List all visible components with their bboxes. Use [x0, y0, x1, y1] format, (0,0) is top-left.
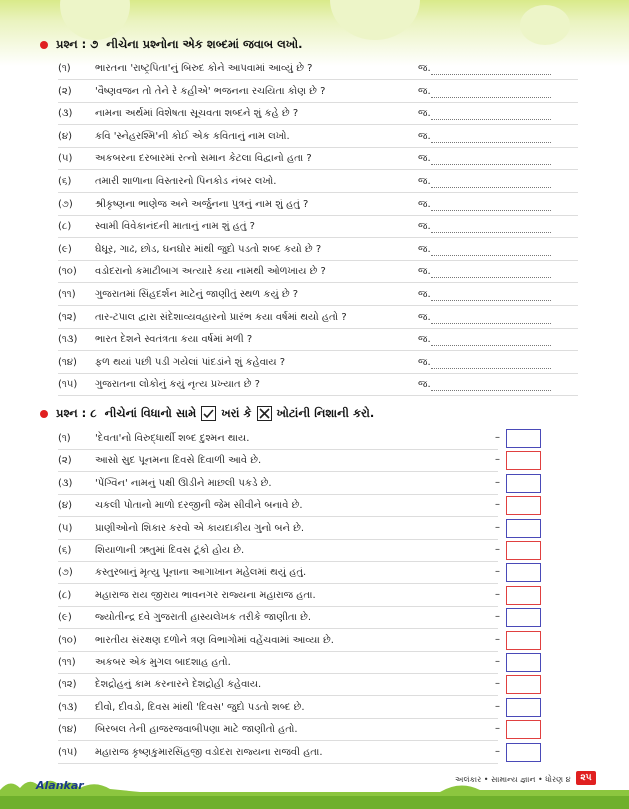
answer-box[interactable] — [506, 743, 541, 762]
statement-number: (૧૨) — [58, 679, 77, 691]
section8-heading — [40, 406, 374, 421]
dash: – — [495, 588, 500, 600]
section8-title: નીચેનાં વિધાનો સામે — [104, 406, 197, 420]
statement-row — [58, 697, 548, 719]
statement-text: કસ્તુરબાનું મૃત્યુ પૂનાના આગાખાન મહેલમાં થયું હતું. — [95, 567, 307, 579]
answer-line[interactable] — [431, 142, 551, 143]
row-divider — [58, 237, 578, 238]
section7-heading — [40, 37, 303, 52]
question-text: શ્રીકૃષ્ણના ભાણેજ અને અર્જુનના પુત્રનું નામ શું હતું ? — [95, 198, 309, 210]
dash: – — [495, 454, 500, 466]
statement-row — [58, 540, 548, 562]
question-number: (૪) — [58, 130, 73, 142]
answer-line[interactable] — [431, 255, 551, 256]
question-text: ફળ થયાં પછી પડી ગયેલાં પાંદડાંને શું કહેવાય ? — [95, 356, 286, 368]
question-row — [58, 83, 598, 103]
question-number: (૧૩) — [58, 334, 78, 346]
question-text: તમારી શાળાના વિસ્તારનો પિનકોડ નંબર લખો. — [95, 176, 277, 187]
question-text: 'વૈષ્ણવજન તો તેને રે કહીએ' ભજનના રચયિતા કોણ છે ? — [95, 85, 326, 97]
statement-text: આસો સુદ પૂનમના દિવસે દિવાળી આવે છે. — [95, 455, 262, 467]
answer-line[interactable] — [431, 345, 551, 346]
row-divider — [58, 147, 578, 148]
answer-prefix: જ. — [418, 311, 431, 323]
section7-title: નીચેના પ્રશ્નોના એક શબ્દમાં જવાબ લખો. — [106, 37, 303, 51]
statement-row — [58, 562, 548, 584]
answer-box[interactable] — [506, 429, 541, 448]
question-text: વડોદરાનો કમાટીબાગ અત્યારે કયા નામથી ઓળખાય છે ? — [95, 266, 326, 278]
statement-number: (૧) — [58, 433, 71, 444]
answer-prefix: જ. — [418, 266, 431, 278]
true-label: ખરાં કે — [221, 406, 252, 420]
statement-number: (૨) — [58, 455, 72, 467]
answer-line[interactable] — [431, 390, 551, 391]
answer-prefix: જ. — [418, 334, 431, 346]
question-row — [58, 105, 598, 125]
question-row — [58, 218, 598, 238]
statement-text: મહારાજ રાય જીરાય ભાવનગર રાજ્યના મહારાજ હતા. — [95, 589, 316, 601]
answer-box[interactable] — [506, 451, 541, 470]
answer-prefix: જ. — [418, 379, 431, 391]
statement-number: (૭) — [58, 567, 73, 579]
answer-line[interactable] — [431, 187, 551, 188]
answer-prefix: જ. — [418, 130, 431, 142]
section8-label: પ્રશ્ન : ૮ — [56, 406, 97, 420]
dash: – — [495, 700, 500, 712]
question-text: સ્વામી વિવેકાનંદની માતાનું નામ શું હતું ? — [95, 221, 255, 233]
dash: – — [495, 476, 500, 488]
dash: – — [495, 432, 500, 443]
answer-prefix: જ. — [418, 243, 431, 255]
row-divider — [58, 102, 578, 103]
question-number: (૧૦) — [58, 266, 77, 278]
statement-row — [58, 495, 548, 517]
answer-prefix: જ. — [418, 356, 431, 368]
answer-box[interactable] — [506, 631, 541, 650]
bullet-icon — [40, 41, 48, 49]
statement-row — [58, 719, 548, 741]
answer-line[interactable] — [431, 323, 551, 324]
answer-prefix: જ. — [418, 289, 431, 300]
question-row — [58, 241, 598, 261]
row-divider — [58, 763, 498, 764]
statement-text: ભારતીય સંરક્ષણ દળોને ત્રણ વિભાગોમાં વહેંચવામાં આવ્યા છે. — [95, 634, 334, 646]
dash: – — [495, 656, 500, 667]
question-row — [58, 286, 598, 306]
statement-text: દીવો, દીવડો, દિવસ માંથી 'દિવસ' જુદો પડતો શબ્દ છે. — [95, 701, 305, 713]
row-divider — [58, 350, 578, 351]
answer-box[interactable] — [506, 519, 541, 538]
statement-number: (૬) — [58, 545, 72, 556]
answer-line[interactable] — [431, 119, 551, 120]
statement-row — [58, 652, 548, 674]
question-number: (૧૪) — [58, 356, 77, 368]
statement-row — [58, 450, 548, 472]
answer-box[interactable] — [506, 474, 541, 493]
dash: – — [495, 633, 500, 645]
question-number: (૧૫) — [58, 379, 78, 391]
statement-row — [58, 473, 548, 495]
answer-line[interactable] — [431, 300, 551, 301]
question-row — [58, 376, 598, 396]
question-number: (૭) — [58, 198, 73, 210]
publisher-logo: Alankar — [36, 779, 84, 792]
row-divider — [58, 282, 578, 283]
statement-text: ચકલી પોતાનો માળો દરજીની જેમ સીવીને બનાવે છે. — [95, 500, 303, 512]
statement-number: (૩) — [58, 477, 73, 489]
statement-number: (૧૫) — [58, 746, 78, 758]
question-number: (૫) — [58, 153, 73, 165]
statement-row — [58, 630, 548, 652]
statement-row — [58, 742, 548, 764]
dash: – — [495, 611, 500, 623]
statement-row — [58, 518, 548, 540]
statement-number: (૧૧) — [58, 657, 76, 668]
answer-box[interactable] — [506, 720, 541, 739]
answer-box[interactable] — [506, 675, 541, 694]
row-divider — [58, 124, 578, 125]
answer-box[interactable] — [506, 541, 541, 560]
dash: – — [495, 544, 500, 555]
question-row — [58, 263, 598, 283]
statement-text: મહારાજ કૃષ્ણકુમારસિંહજી વડોદરા રાજ્યના રાજવી હતા. — [95, 746, 323, 758]
answer-line[interactable] — [431, 97, 551, 98]
dash: – — [495, 678, 500, 690]
question-number: (૩) — [58, 108, 73, 120]
answer-box[interactable] — [506, 608, 541, 627]
question-number: (૮) — [58, 221, 72, 233]
statement-text: જ્યોતીન્દ્ર દવે ગુજરાતી હાસ્યલેખક તરીકે જાણીતા છે. — [95, 612, 312, 624]
answer-prefix: જ. — [418, 221, 431, 233]
answer-box[interactable] — [506, 496, 541, 515]
statement-text: શિયાળાની ઋતુમાં દિવસ ટૂંકો હોય છે. — [95, 545, 245, 556]
statement-text: બિરબલ તેની હાજરજવાબીપણા માટે જાણીતો હતો. — [95, 724, 298, 736]
row-divider — [58, 192, 578, 193]
row-divider — [58, 79, 578, 80]
statement-number: (૧૦) — [58, 634, 77, 646]
answer-prefix: જ. — [418, 198, 431, 210]
statement-row — [58, 428, 548, 450]
question-row — [58, 173, 598, 193]
statement-number: (૫) — [58, 522, 73, 534]
row-divider — [58, 373, 578, 374]
row-divider — [58, 169, 578, 170]
question-text: ભારત દેશને સ્વતંત્રતા કયા વર્ષમાં મળી ? — [95, 334, 253, 346]
footer — [0, 770, 629, 809]
footer-book-title: અલંકાર • સામાન્ય જ્ઞાન • ધોરણ ૪ — [455, 775, 571, 784]
answer-prefix: જ. — [418, 108, 431, 120]
dash: – — [495, 499, 500, 511]
question-row — [58, 196, 598, 216]
question-row — [58, 150, 598, 170]
question-text: તાર-ટપાલ દ્વારા સંદેશાવ્યવહારનો પ્રારંભ કયા વર્ષમાં થયો હતો ? — [95, 311, 347, 323]
cross-box-icon — [257, 406, 272, 421]
statement-text: અકબર એક મુગલ બાદશાહ હતો. — [95, 657, 231, 668]
answer-box[interactable] — [506, 563, 541, 582]
answer-prefix: જ. — [418, 153, 431, 165]
answer-line[interactable] — [431, 74, 551, 75]
row-divider — [58, 328, 578, 329]
question-text: ગુજરાતમાં સિંહદર્શન માટેનું જાણીતું સ્થળ કયું છે ? — [95, 289, 299, 300]
false-label: ખોટાંની નિશાની કરો. — [276, 406, 375, 420]
answer-prefix: જ. — [418, 63, 431, 74]
question-text: નામના અર્થમાં વિશેષતા સૂચવતા શબ્દને શું કહે છે ? — [95, 108, 299, 120]
row-divider — [58, 260, 578, 261]
decor-bubble — [520, 5, 570, 45]
answer-line[interactable] — [431, 210, 551, 211]
answer-prefix: જ. — [418, 176, 431, 187]
statement-row — [58, 674, 548, 696]
row-divider — [58, 215, 578, 216]
question-row — [58, 309, 598, 329]
answer-line[interactable] — [431, 164, 551, 165]
statement-text: 'દેવતા'નો વિરુદ્ધાર્થી શબ્દ દુશ્મન થાય. — [95, 433, 250, 444]
question-number: (૧૨) — [58, 311, 77, 323]
question-number: (૬) — [58, 176, 72, 187]
question-text: ભારતના 'રાષ્ટ્રપિતા'નું બિરુદ કોને આપવામાં આવ્યું છે ? — [95, 63, 313, 74]
question-text: ઘેઘૂર, ગાઢ, છોડ, ઘનઘોર માંથી જુદો પડતો શબ્દ કયો છે ? — [95, 243, 322, 255]
answer-prefix: જ. — [418, 85, 431, 97]
statement-number: (૧૪) — [58, 724, 77, 736]
question-number: (૯) — [58, 243, 72, 255]
answer-line[interactable] — [431, 277, 551, 278]
question-number: (૧) — [58, 63, 71, 74]
answer-line[interactable] — [431, 368, 551, 369]
answer-box[interactable] — [506, 653, 541, 672]
row-divider — [58, 305, 578, 306]
question-row — [58, 128, 598, 148]
dash: – — [495, 566, 500, 578]
question-row — [58, 60, 598, 80]
page-number: ૨૫ — [576, 771, 596, 785]
statement-number: (૯) — [58, 612, 72, 624]
check-box-icon — [201, 406, 216, 421]
question-number: (૨) — [58, 85, 72, 97]
dash: – — [495, 723, 500, 735]
question-row — [58, 354, 598, 374]
dash: – — [495, 745, 500, 757]
statement-row — [58, 585, 548, 607]
answer-box[interactable] — [506, 698, 541, 717]
statement-number: (૧૩) — [58, 701, 78, 713]
question-row — [58, 331, 598, 351]
statement-text: દેશદ્રોહનું કામ કરનારને દેશદ્રોહી કહેવાય. — [95, 679, 262, 691]
bullet-icon — [40, 410, 48, 418]
question-text: અકબરના દરબારમાં રત્નો સમાન કેટલા વિદ્વાનો હતા ? — [95, 153, 312, 165]
statement-number: (૮) — [58, 589, 72, 601]
statement-number: (૪) — [58, 500, 73, 512]
question-text: ગુજરાતના લોકોનું કયું નૃત્ય પ્રખ્યાત છે ? — [95, 379, 260, 391]
answer-line[interactable] — [431, 232, 551, 233]
question-number: (૧૧) — [58, 289, 76, 300]
statement-text: 'પેંગ્વિન' નામનું પક્ષી ઊડીને માછલી પકડે છે. — [95, 477, 272, 489]
section7-label: પ્રશ્ન : ૭ — [56, 37, 99, 51]
answer-box[interactable] — [506, 586, 541, 605]
statement-row — [58, 607, 548, 629]
dash: – — [495, 521, 500, 533]
row-divider — [58, 395, 578, 396]
question-text: કવિ 'સ્નેહરશ્મિ'ની કોઈ એક કવિતાનું નામ લખો. — [95, 130, 290, 142]
statement-text: પ્રાણીઓનો શિકાર કરવો એ કાયદાકીય ગુનો બને છે. — [95, 522, 305, 534]
